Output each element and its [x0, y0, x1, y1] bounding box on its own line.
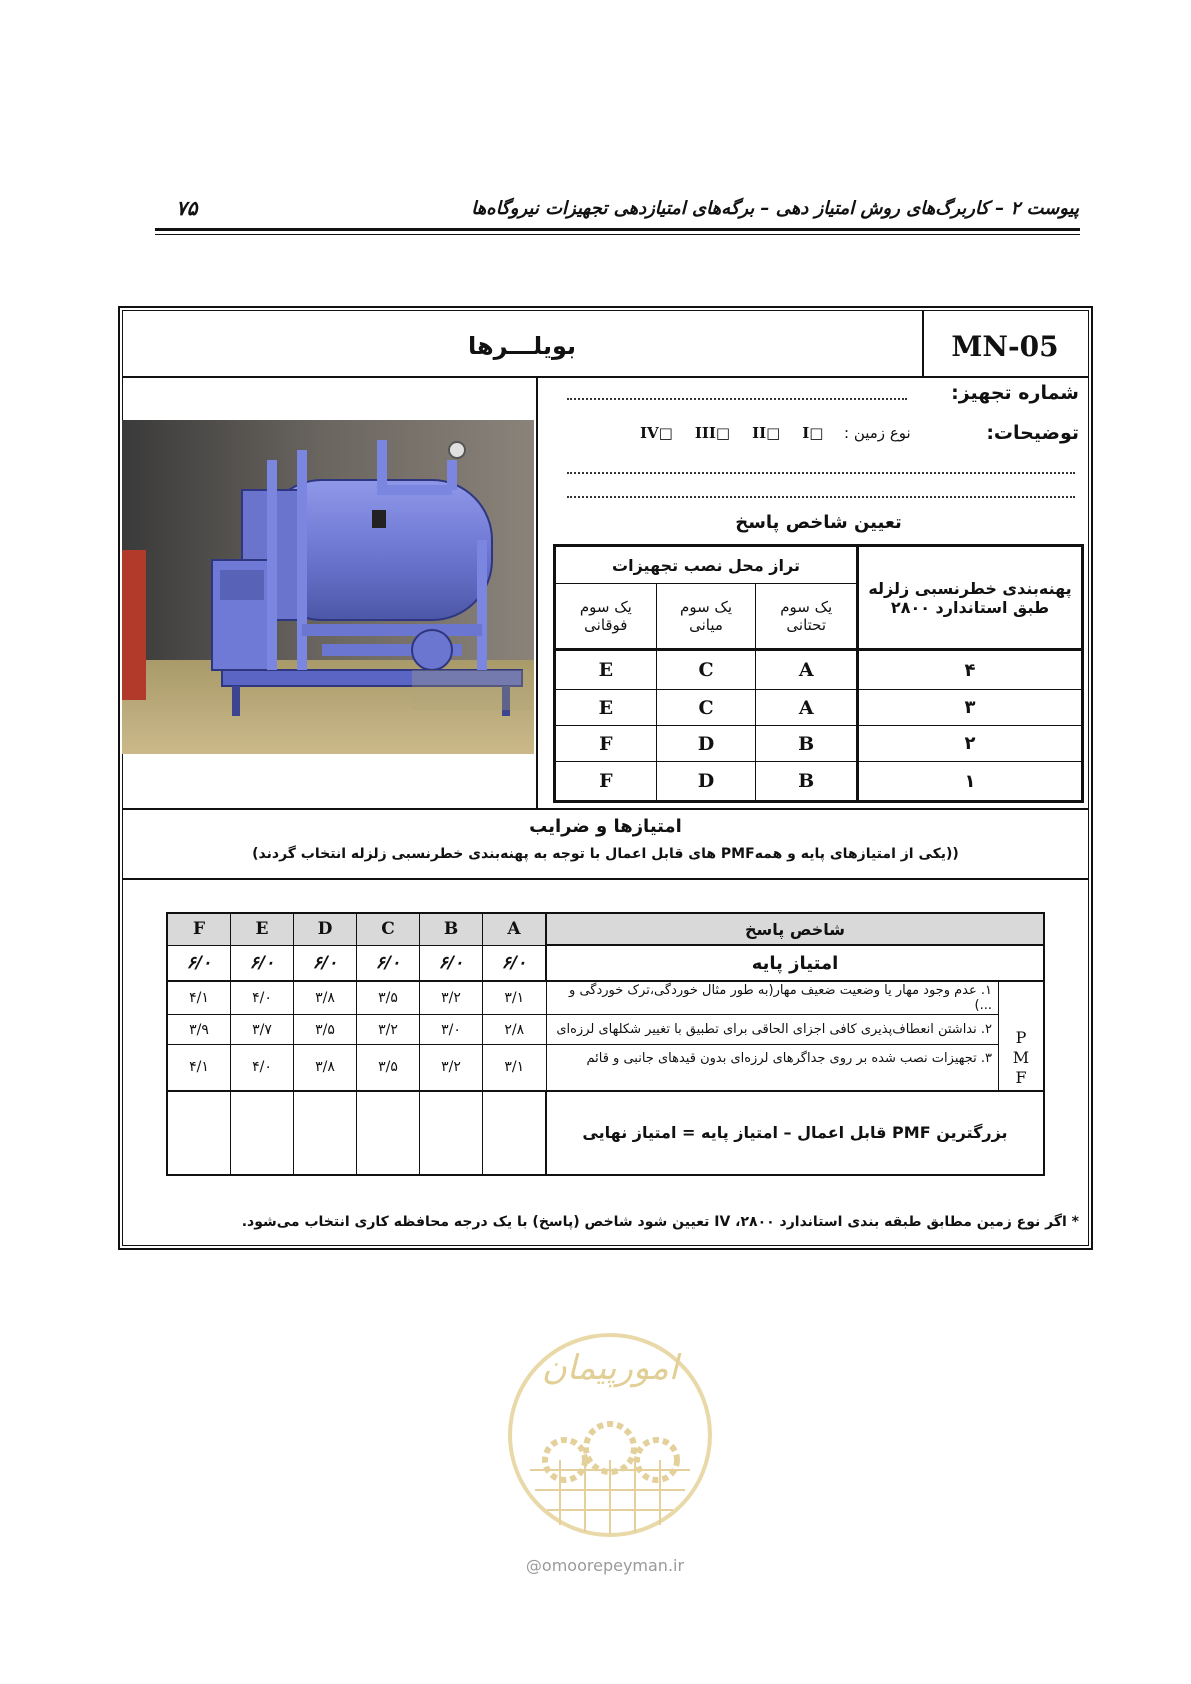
- header-rule-thin: [155, 234, 1080, 235]
- equipment-photo: [122, 420, 534, 754]
- section-rule-2: [122, 878, 1089, 880]
- soil-type-label: نوع زمین :: [844, 424, 911, 442]
- header-rule: [155, 228, 1080, 231]
- page-number: ۷۵: [176, 196, 198, 220]
- table-row: ۱ B D F: [555, 762, 1083, 802]
- table-row: ۲. نداشتن انعطاف‌پذیری کافی اجزای الحاقی برای تطبیق با تغییر شکلهای لرزه‌ای ۲/۸ ۳/۰ ۳/۲ ۳/۵ ۳/۷ ۳/۹: [167, 1015, 1044, 1045]
- soil-type-ii-checkbox[interactable]: II□: [752, 424, 781, 442]
- equipment-number-field[interactable]: [567, 398, 907, 400]
- footnote: * اگر نوع زمین مطابق طبقه بندی استاندارد ۲۸۰۰، IV تعیین شود شاخص (پاسخ) با یک درجه محافظه کاری انتخاب می‌شود.: [241, 1214, 1079, 1230]
- soil-type-iii-checkbox[interactable]: III□: [694, 424, 731, 442]
- final-score-b[interactable]: [420, 1091, 483, 1175]
- final-score-f[interactable]: [167, 1091, 231, 1175]
- equipment-name: بویلـــرها: [467, 332, 577, 360]
- table-row: ۳ A C E: [555, 690, 1083, 726]
- level-middle-third: یک سوم میانی: [656, 584, 756, 650]
- title-divider: [922, 310, 924, 378]
- watermark-logo-text: امورپیمان: [541, 1348, 679, 1388]
- level-upper-third: یک سوم فوقانی: [555, 584, 657, 650]
- table-row: ۲ B D F: [555, 726, 1083, 762]
- section-rule-1: [122, 808, 1089, 810]
- final-score-row: [167, 1091, 1044, 1175]
- soil-type-options: [640, 424, 840, 442]
- table-row: ۴ A C E: [555, 650, 1083, 690]
- watermark-site: @omoorepeyman.ir: [525, 1556, 685, 1575]
- response-index-title: تعیین شاخص پاسخ: [735, 512, 902, 533]
- table-row: امتیاز پایه ۶/۰ ۶/۰ ۶/۰ ۶/۰ ۶/۰ ۶/۰: [167, 945, 1044, 981]
- soil-type-i-checkbox[interactable]: I□: [802, 424, 824, 442]
- final-score-a[interactable]: [483, 1091, 547, 1175]
- soil-type-iv-checkbox[interactable]: IV□: [640, 424, 673, 442]
- install-level-header: تراز محل نصب تجهیزات: [555, 546, 858, 584]
- description-field-line-2[interactable]: [567, 496, 1075, 498]
- page-header-title: پیوست ۲ – کاربرگ‌های روش امتیاز دهی – برگه‌های امتیازدهی تجهیزات نیروگاه‌ها: [471, 198, 1079, 219]
- final-score-d[interactable]: [294, 1091, 357, 1175]
- table-row: P M F ۱. عدم وجود مهار یا وضعیت ضعیف مهار(به طور مثال خوردگی،ترک خوردگی و ...) ۳/۱ ۳/۲ ۳/۵ ۳/۸ ۴/۰ ۴/۱: [167, 981, 1044, 1015]
- response-index-column-header: شاخص پاسخ: [546, 913, 1044, 945]
- description-label: توضیحات:: [986, 422, 1079, 444]
- watermark-logo: [485, 1320, 735, 1550]
- base-score-label: امتیاز پایه: [546, 945, 1044, 981]
- scores-table: شاخص پاسخ A B C D E F امتیاز پایه ۶/۰ ۶/۰ ۶/۰ ۶/۰ ۶/۰ ۶/۰ P M F ۱. عدم وجود مهار یا وضعیت ضعیف مهار(به طور مثال خوردگی،ترک خوردگی و ...) ۳/۱ ۳/۲ ۳/۵ ۳/۸ ۴/۰ ۴/۱ ۲. نداشتن انعطاف‌پذیری کافی اجزای الحاقی برای تطبیق با تغییر شکلهای لرزه‌ای ۲/۸ ۳/۰ ۳/۲ ۳/۵ ۳/۷ ۳/۹ ۳. تجهیزات نصب شده بر روی جداگرهای لرزه‌ای بدون قیدهای جانبی و قائم ۳/۱ ۳/۲ ۳/۵ ۳/۸ ۴/۰ ۴/۱ بزرگترین PMF قابل اعمال – امتیاز پایه = امتیاز نهایی: [166, 912, 1045, 1176]
- photo-divider: [536, 378, 538, 808]
- scores-subtitle: ((یکی از امتیازهای پایه و همهPMF های قابل اعمال با توجه به پهنه‌بندی خطرنسبی زلزله انتخاب گردند): [252, 846, 959, 862]
- pmf-label: P M F: [999, 981, 1045, 1091]
- table-row: ۳. تجهیزات نصب شده بر روی جداگرهای لرزه‌ای بدون قیدهای جانبی و قائم ۳/۱ ۳/۲ ۳/۵ ۳/۸ ۴/۰ ۴/۱: [167, 1045, 1044, 1091]
- description-field-line-1[interactable]: [567, 472, 1075, 474]
- response-index-table: [553, 544, 1084, 803]
- equipment-number-label: شماره تجهیز:: [951, 382, 1079, 404]
- final-score-formula: بزرگترین PMF قابل اعمال – امتیاز پایه = امتیاز نهایی: [546, 1091, 1044, 1175]
- final-score-e[interactable]: [231, 1091, 294, 1175]
- equipment-code: MN-05: [951, 330, 1059, 363]
- final-score-c[interactable]: [357, 1091, 420, 1175]
- hazard-zone-header: پهنه‌بندی خطرنسبی زلزله طبق استاندارد ۲۸۰۰: [858, 546, 1083, 650]
- scores-title: امتیازها و ضرایب: [529, 816, 682, 837]
- level-lower-third: یک سوم تحتانی: [756, 584, 858, 650]
- title-row-rule: [122, 376, 1089, 378]
